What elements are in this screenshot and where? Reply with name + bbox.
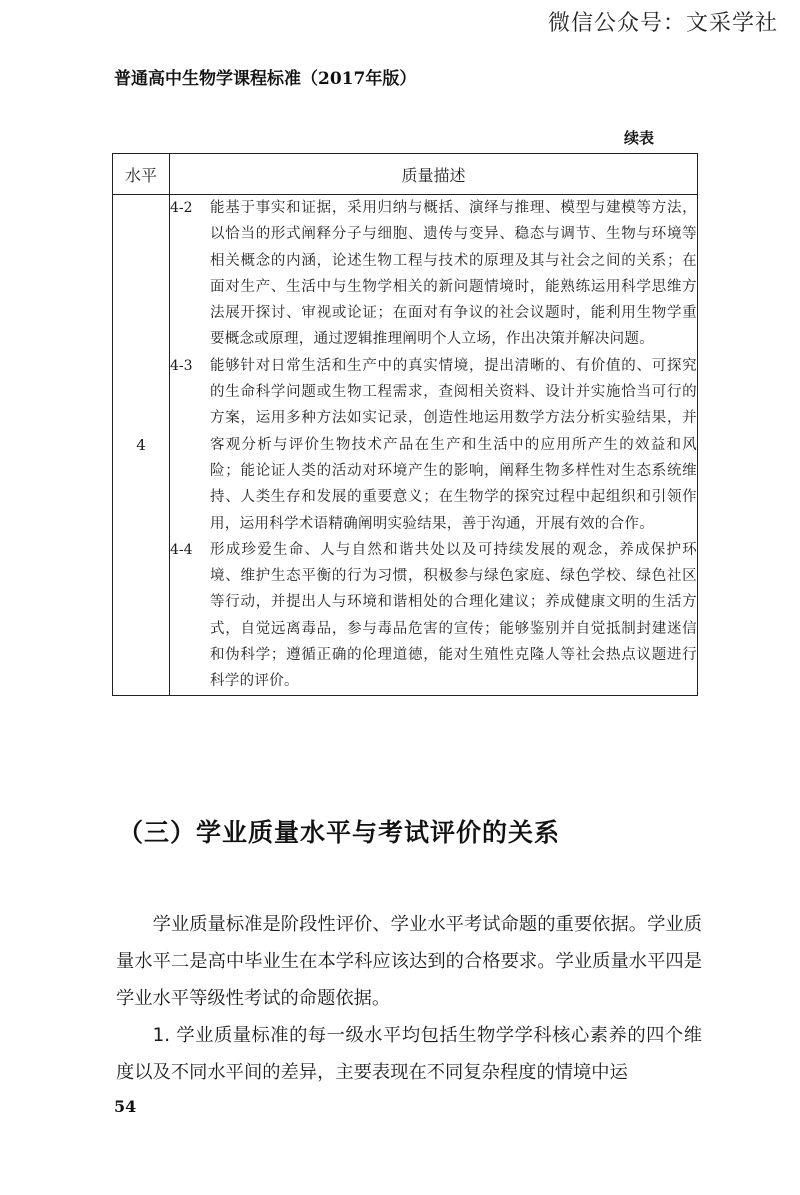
description-cell <box>170 195 698 696</box>
list-item <box>170 195 697 353</box>
list-item <box>170 353 697 537</box>
header-level: 水平 <box>113 154 170 195</box>
item-code: 4-3 <box>170 357 193 374</box>
table-continued-label: 续表 <box>624 129 655 147</box>
body-paragraph: 学业质量标准是阶段性评价、学业水平考试命题的重要依据。学业质量水平二是高中毕业生在本学科应该达到的合格要求。学业质量水平四是学业水平等级性考试的命题依据。 <box>116 914 702 1010</box>
item-text: 能够针对日常生活和生产中的真实情境，提出清晰的、有价值的、可探究的生命科学问题或生物工程需求，查阅相关资料、设计并实施恰当可行的方案，运用多种方法如实记录，创造性地运用数学方法分析实验结果，并客观分析与评价生物技术产品在生产和生活中的应用所产生的效益和风险；能论证人类的活动对环境产生的影响，阐释生物多样性对生态系统维持、人类生存和发展的重要意义；在生物学的探究过程中起组织和引领作用，运用科学术语精确阐明实验结果，善于沟通，开展有效的合作。 <box>210 357 697 532</box>
table-header-row <box>113 154 698 195</box>
item-code: 4-4 <box>170 541 193 558</box>
item-code: 4-2 <box>170 200 193 216</box>
page-number: 54 <box>114 1097 137 1116</box>
item-text: 能基于事实和证据，采用归纳与概括、演绎与推理、模型与建模等方法，以恰当的形式阐释分子与细胞、遗传与变异、稳态与调节、生物与环境等相关概念的内涵，论述生物工程与技术的原理及其与社会之间的关系；在面对生产、生活中与生物学相关的新问题情境时，能熟练运用科学思维方法展开探讨、审视或论证；在面对有争议的社会议题时，能利用生物学重要概念或原理，通过逻辑推理阐明个人立场，作出决策并解决问题。 <box>210 200 697 348</box>
section-title: （三）学业质量水平与考试评价的关系 <box>118 818 561 847</box>
body-paragraph: 1. 学业质量标准的每一级水平均包括生物学学科核心素养的四个维度以及不同水平间的差异，主要表现在不同复杂程度的情境中运 <box>116 1025 702 1084</box>
quality-table <box>112 153 698 696</box>
header-description: 质量描述 <box>170 154 698 195</box>
watermark-text: 微信公众号：文采学社 <box>547 11 778 36</box>
running-head: 普通高中生物学课程标准（2017年版） <box>114 69 417 89</box>
table-row <box>113 195 698 696</box>
item-text: 形成珍爱生命、人与自然和谐共处以及可持续发展的观念，养成保护环境、维护生态平衡的行为习惯，积极参与绿色家庭、绿色学校、绿色社区等行动，并提出人与环境和谐相处的合理化建议；养成健康文明的生活方式，自觉远离毒品，参与毒品危害的宣传；能够鉴别并自觉抵制封建迷信和伪科学；遵循正确的伦理道德，能对生殖性克隆人等社会热点议题进行科学的评价。 <box>210 541 697 690</box>
list-item <box>170 537 697 695</box>
level-value: 4 <box>113 195 170 696</box>
